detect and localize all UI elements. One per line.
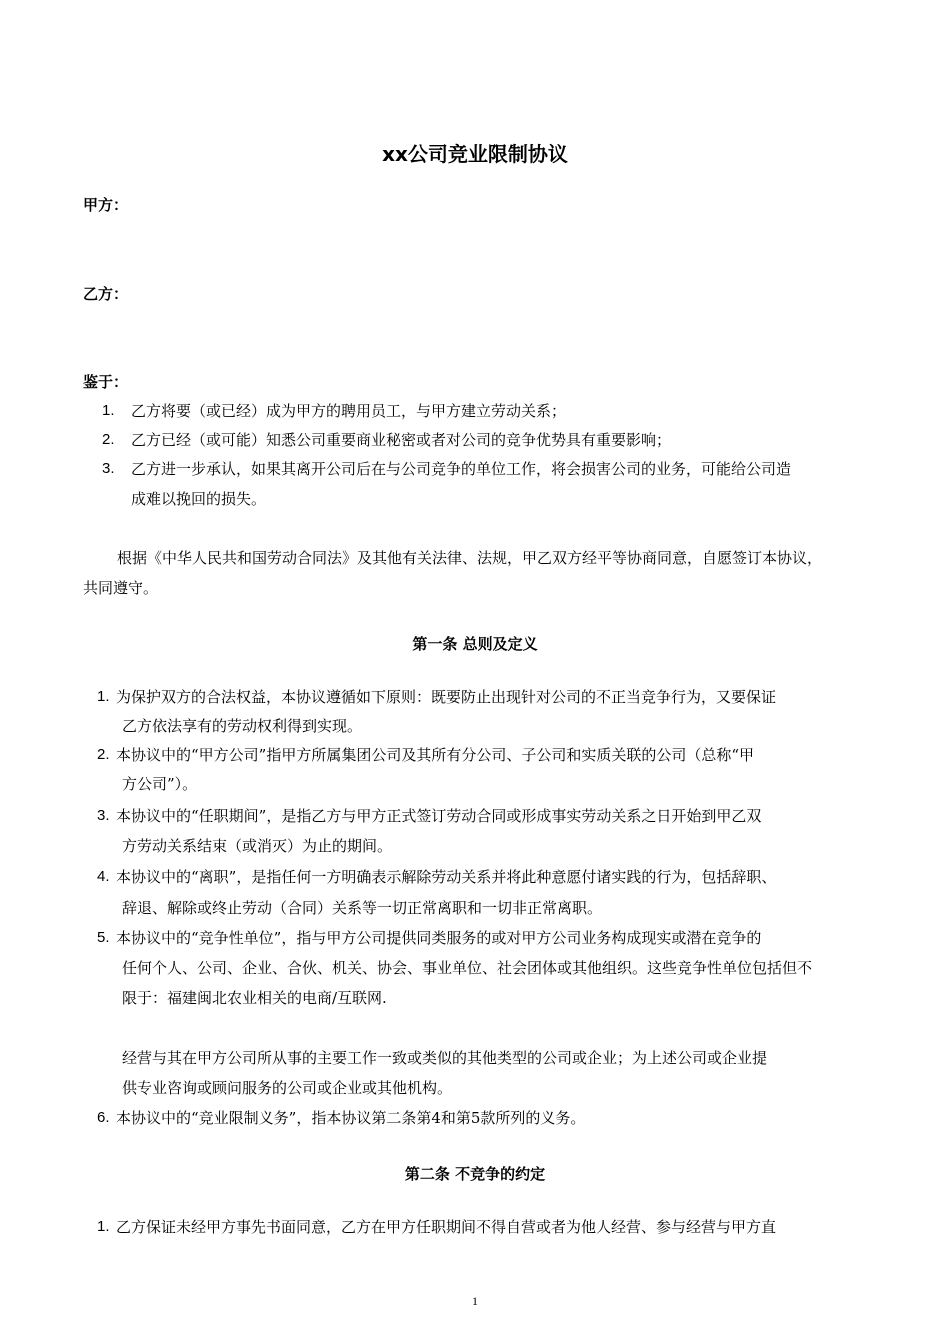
article-item-num: 2. — [97, 746, 110, 763]
whereas-item-text: 乙方将要（或已经）成为甲方的聘用员工，与甲方建立劳动关系； — [131, 402, 567, 420]
article-item-text: 限于：福建闽北农业相关的电商/互联网. — [122, 989, 387, 1007]
article-item-text: 本协议中的“竞争性单位”，指与甲方公司提供同类服务的或对甲方公司业务构成现实或潜在竞争的 — [116, 929, 762, 947]
whereas-item-num: 2. — [102, 431, 115, 448]
basis-paragraph: 共同遵守。 — [83, 579, 159, 597]
document-title: xx公司竞业限制协议 — [382, 142, 568, 166]
whereas-item-num: 1. — [102, 402, 115, 419]
whereas-item-num: 3. — [102, 460, 115, 477]
article-heading: 第一条 总则及定义 — [412, 635, 538, 653]
party-b-label: 乙方： — [83, 285, 129, 303]
article-item-text: 经营与其在甲方公司所从事的主要工作一致或类似的其他类型的公司或企业；为上述公司或企业提 — [122, 1049, 768, 1067]
article-item-text: 本协议中的“竞业限制义务”，指本协议第二条第4和第5款所列的义务。 — [116, 1109, 586, 1127]
article-item-text: 乙方依法享有的劳动权利得到实现。 — [122, 717, 363, 735]
article-item-text: 本协议中的“离职”，是指任何一方明确表示解除劳动关系并将此种意愿付诸实践的行为，包括辞职、 — [116, 868, 777, 886]
article-item-num: 6. — [97, 1109, 110, 1126]
whereas-item-text: 乙方已经（或可能）知悉公司重要商业秘密或者对公司的竞争优势具有重要影响； — [131, 431, 672, 449]
whereas-label: 鉴于： — [83, 373, 129, 391]
article-item-num: 3. — [97, 807, 110, 824]
article-item-num: 5. — [97, 929, 110, 946]
article-item-text: 为保护双方的合法权益，本协议遵循如下原则：既要防止出现针对公司的不正当竞争行为，又要保证 — [116, 688, 777, 706]
basis-paragraph: 根据《中华人民共和国劳动合同法》及其他有关法律、法规，甲乙双方经平等协商同意，自愿签订本协议， — [117, 549, 823, 567]
article-item-num: 1. — [97, 688, 110, 705]
article-item-num: 4. — [97, 868, 110, 885]
whereas-item-text: 乙方进一步承认，如果其离开公司后在与公司竞争的单位工作，将会损害公司的业务，可能给公司造 — [131, 460, 792, 478]
article-item-text: 方公司”）。 — [122, 775, 198, 793]
article-item-text: 供专业咨询或顾问服务的公司或企业或其他机构。 — [122, 1079, 453, 1097]
article-item-text: 乙方保证未经甲方事先书面同意，乙方在甲方任职期间不得自营或者为他人经营、参与经营与甲方直 — [116, 1218, 777, 1236]
whereas-item-text: 成难以挽回的损失。 — [131, 490, 267, 508]
article-item-text: 方劳动关系结束（或消灭）为止的期间。 — [122, 837, 393, 855]
article-item-num: 1. — [97, 1218, 110, 1235]
page-number: 1 — [472, 1294, 478, 1308]
article-item-text: 本协议中的“任职期间”，是指乙方与甲方正式签订劳动合同或形成事实劳动关系之日开始到甲乙双 — [116, 807, 762, 825]
article-item-text: 本协议中的“甲方公司”指甲方所属集团公司及其所有分公司、子公司和实质关联的公司（总称“甲 — [116, 746, 755, 764]
article-item-text: 辞退、解除或终止劳动（合同）关系等一切正常离职和一切非正常离职。 — [122, 899, 603, 917]
article-item-text: 任何个人、公司、企业、合伙、机关、协会、事业单位、社会团体或其他组织。这些竞争性单位包括但不 — [122, 959, 813, 977]
article-heading: 第二条 不竞争的约定 — [404, 1165, 546, 1183]
party-a-label: 甲方： — [83, 196, 129, 214]
